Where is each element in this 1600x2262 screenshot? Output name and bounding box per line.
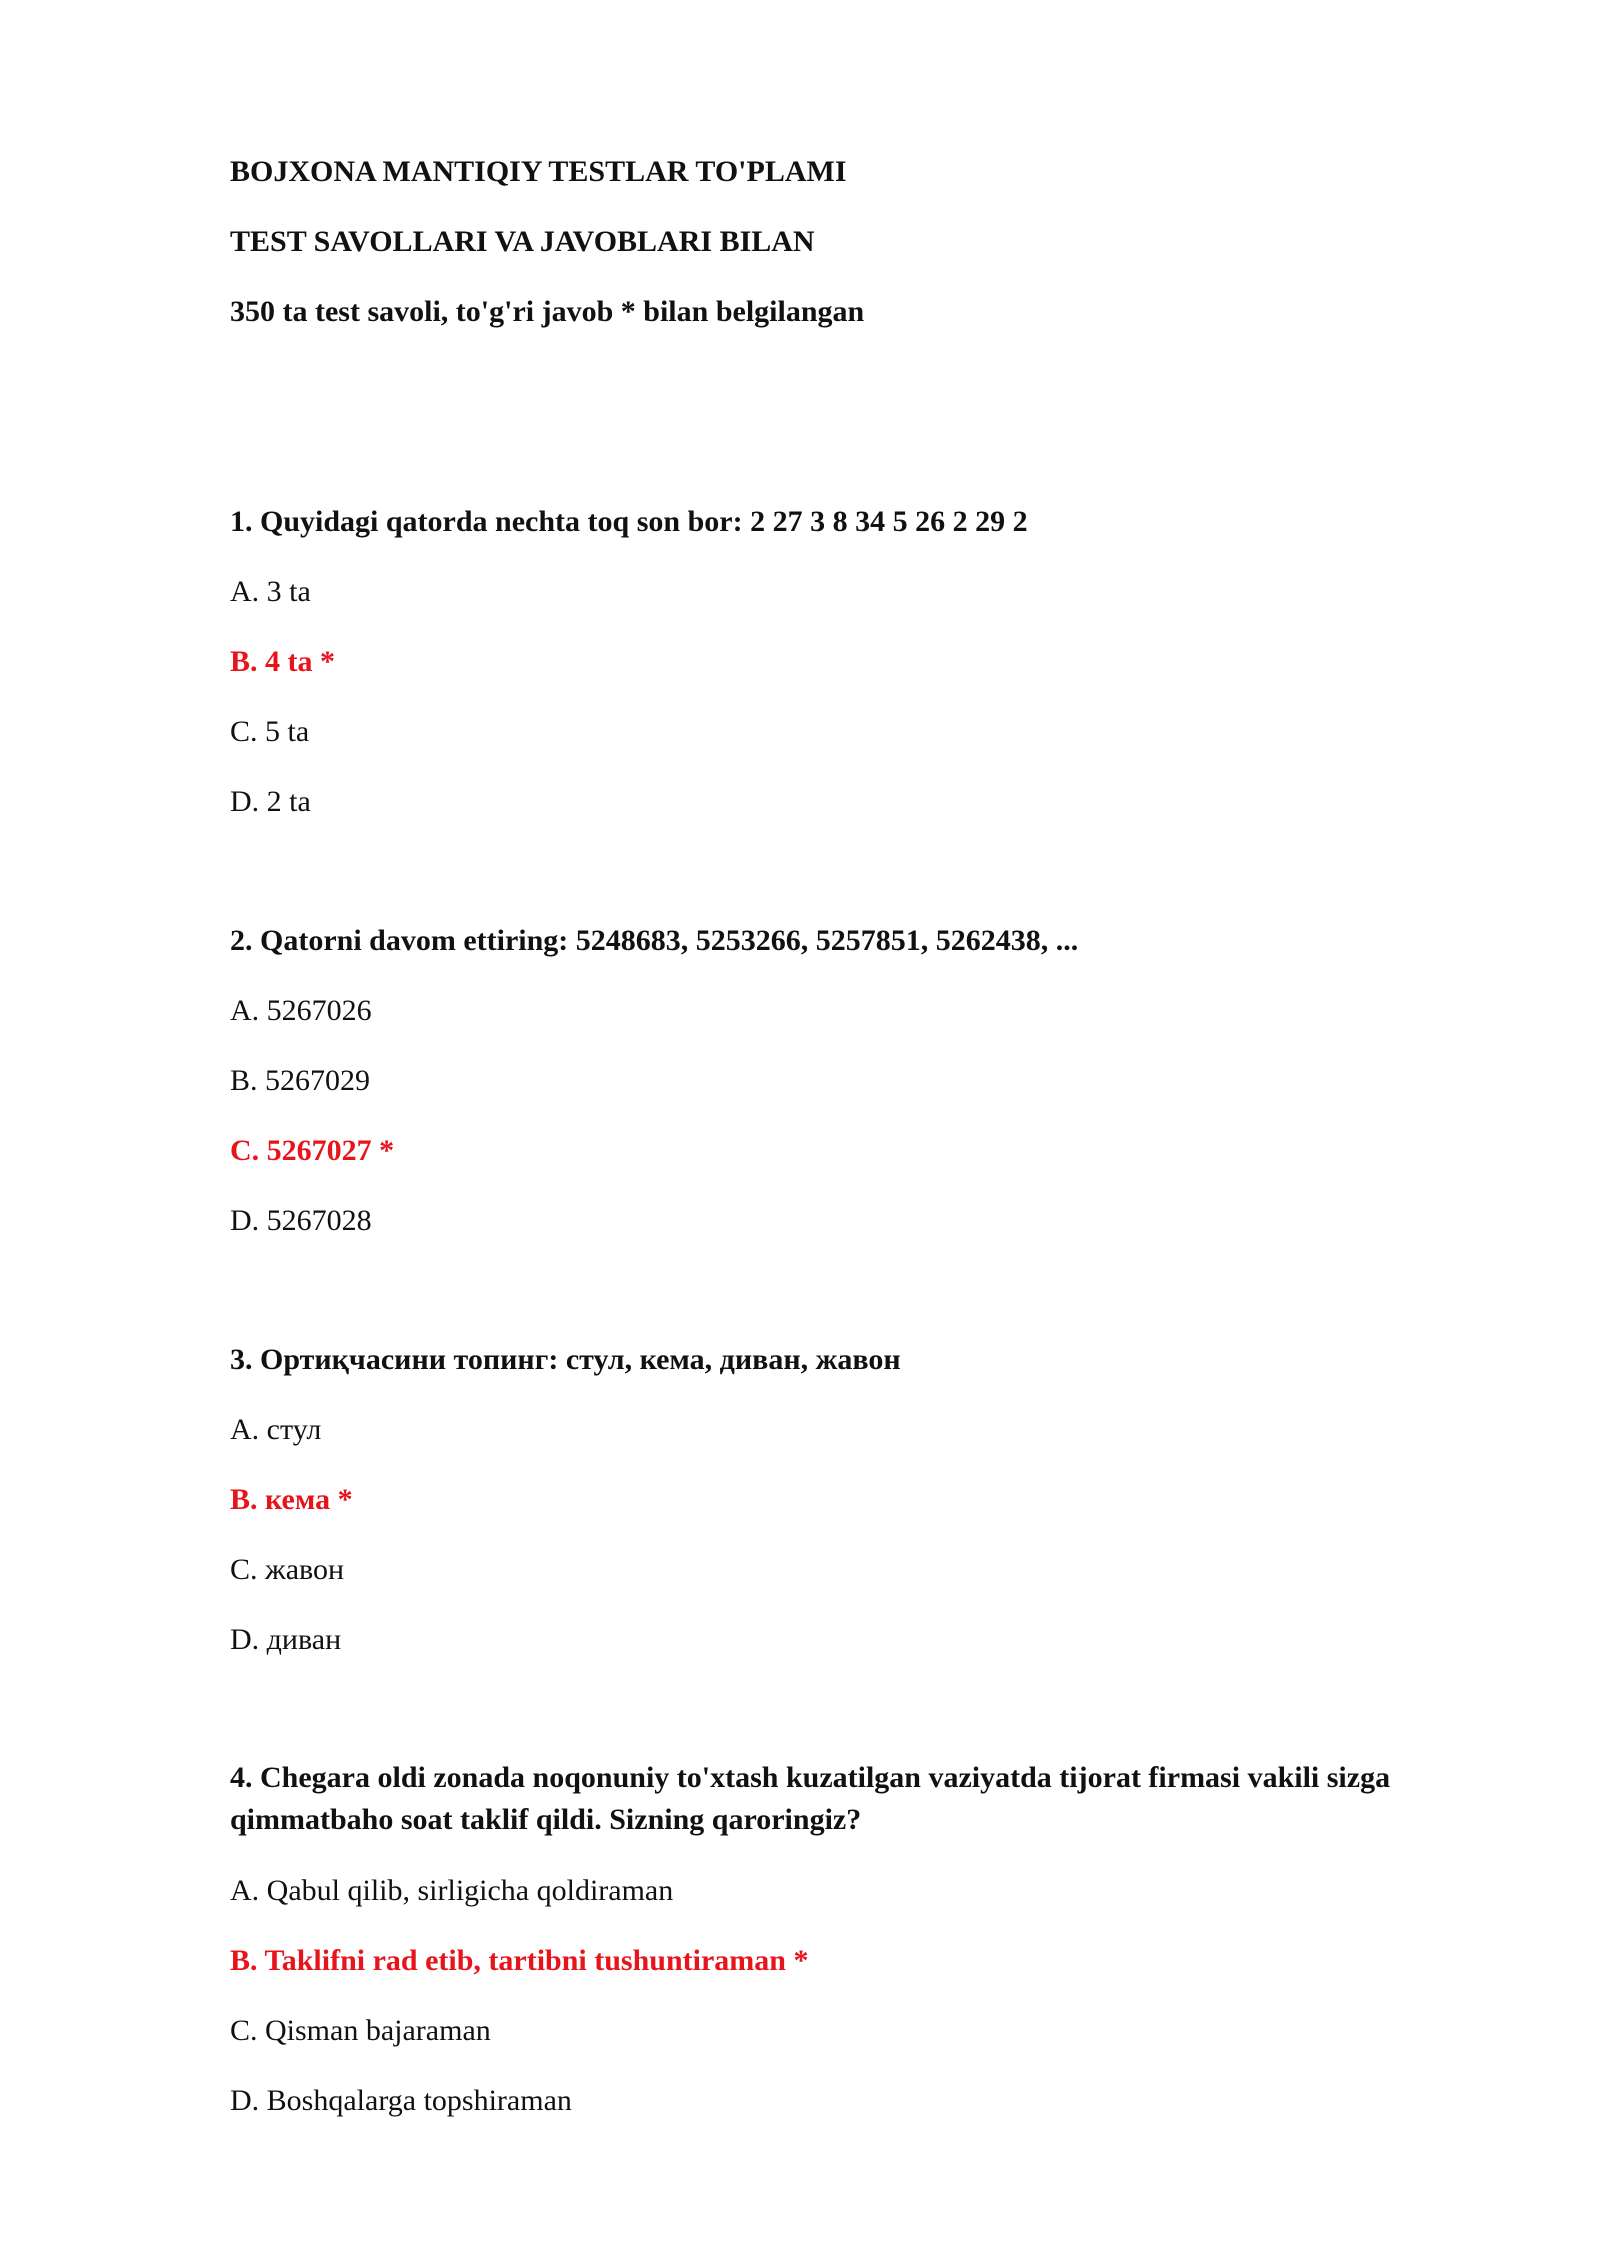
question-2-text: 2. Qatorni davom ettiring: 5248683, 5253266, 5257851, 5262438, ... <box>230 924 1079 957</box>
question-4-option-b-correct: B. Taklifni rad etib, tartibni tushuntiraman * <box>230 1944 809 1977</box>
question-1-option-d: D. 2 ta <box>230 785 311 818</box>
question-4-option-a: A. Qabul qilib, sirligicha qoldiraman <box>230 1874 674 1907</box>
question-3-option-b-correct: B. кема * <box>230 1483 353 1516</box>
question-3-option-c: C. жавон <box>230 1553 345 1586</box>
question-4-option-d: D. Boshqalarga topshiraman <box>230 2084 572 2117</box>
document-description: 350 ta test savoli, to'g'ri javob * bilan belgilangan <box>230 295 865 328</box>
question-2-option-c-correct: C. 5267027 * <box>230 1134 395 1167</box>
question-4-text: 4. Chegara oldi zonada noqonuniy to'xtash kuzatilgan vaziyatda tijorat firmasi vakili sizga qimmatbaho soat taklif qildi. Sizning qaroringiz? <box>230 1761 1391 1836</box>
question-1-option-c: C. 5 ta <box>230 715 310 748</box>
question-3-option-a: A. стул <box>230 1413 322 1446</box>
question-2-option-d: D. 5267028 <box>230 1204 372 1237</box>
question-2-option-b: B. 5267029 <box>230 1064 371 1097</box>
question-4-option-c: C. Qisman bajaraman <box>230 2014 491 2047</box>
document-title: BOJXONA MANTIQIY TESTLAR TO'PLAMI <box>230 155 847 188</box>
question-3-text: 3. Ортиқчасини топинг: стул, кема, диван, жавон <box>230 1343 901 1376</box>
question-1-text: 1. Quyidagi qatorda nechta toq son bor: 2 27 3 8 34 5 26 2 29 2 <box>230 505 1028 538</box>
question-1-option-a: A. 3 ta <box>230 575 311 608</box>
document-subtitle: TEST SAVOLLARI VA JAVOBLARI BILAN <box>230 225 815 258</box>
question-2-option-a: A. 5267026 <box>230 994 372 1027</box>
question-3-option-d: D. диван <box>230 1623 342 1656</box>
question-1-option-b-correct: B. 4 ta * <box>230 645 335 678</box>
